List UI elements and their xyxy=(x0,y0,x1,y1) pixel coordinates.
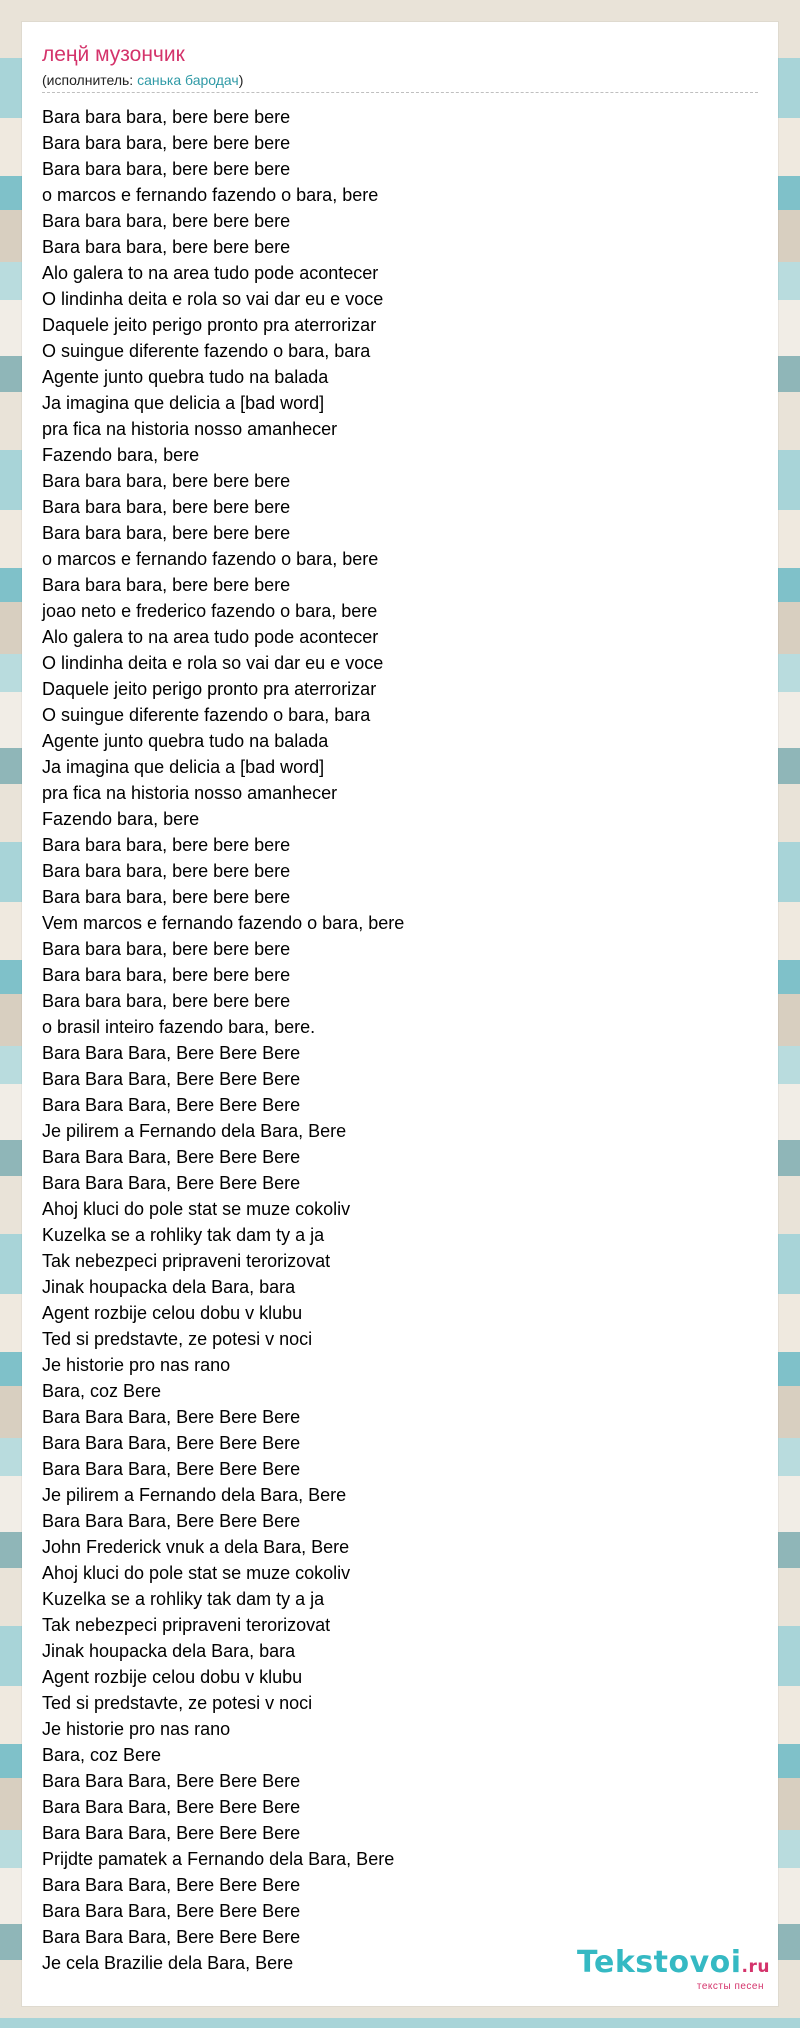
lyric-line: Bara bara bara, bere bere bere xyxy=(42,523,291,543)
lyric-line: Bara Bara Bara, Bere Bere Bere xyxy=(42,1173,301,1193)
lyric-line: Bara bara bara, bere bere bere xyxy=(42,211,291,231)
logo-tld: .ru xyxy=(741,1957,770,1977)
lyric-line: Bara bara bara, bere bere bere xyxy=(42,237,291,257)
lyric-line: O lindinha deita e rola so vai dar eu e voce xyxy=(42,289,384,309)
lyric-line: Bara bara bara, bere bere bere xyxy=(42,133,291,153)
lyric-line: Kuzelka se a rohliky tak dam ty a ja xyxy=(42,1589,325,1609)
lyric-line: Ahoj kluci do pole stat se muze cokoliv xyxy=(42,1563,351,1583)
lyric-line: Bara Bara Bara, Bere Bere Bere xyxy=(42,1823,301,1843)
lyric-line: Je historie pro nas rano xyxy=(42,1719,231,1739)
lyric-line: Bara bara bara, bere bere bere xyxy=(42,835,291,855)
lyric-line: O lindinha deita e rola so vai dar eu e voce xyxy=(42,653,384,673)
lyric-line: joao neto e frederico fazendo o bara, bere xyxy=(42,601,378,621)
lyric-line: Bara bara bara, bere bere bere xyxy=(42,887,291,907)
lyric-line: O suingue diferente fazendo o bara, bara xyxy=(42,705,371,725)
artist-link[interactable]: санька бародач xyxy=(137,72,239,88)
lyric-line: Bara bara bara, bere bere bere xyxy=(42,471,291,491)
song-title: леңй музончик xyxy=(42,43,185,66)
lyric-line: Bara Bara Bara, Bere Bere Bere xyxy=(42,1797,301,1817)
lyric-line: Bara bara bara, bere bere bere xyxy=(42,861,291,881)
lyric-line: Agent rozbije celou dobu v klubu xyxy=(42,1303,303,1323)
lyrics-card xyxy=(22,22,778,2006)
lyric-line: Daquele jeito perigo pronto pra aterrorizar xyxy=(42,679,377,699)
lyric-line: Je historie pro nas rano xyxy=(42,1355,231,1375)
lyric-line: Bara Bara Bara, Bere Bere Bere xyxy=(42,1901,301,1921)
lyric-line: Tak nebezpeci pripraveni terorizovat xyxy=(42,1251,331,1271)
lyric-line: John Frederick vnuk a dela Bara, Bere xyxy=(42,1537,350,1557)
lyric-line: Alo galera to na area tudo pode acontecer xyxy=(42,263,379,283)
site-logo[interactable] xyxy=(577,1947,770,1992)
lyric-line: Bara Bara Bara, Bere Bere Bere xyxy=(42,1771,301,1791)
lyric-line: Daquele jeito perigo pronto pra aterrorizar xyxy=(42,315,377,335)
lyric-line: Jinak houpacka dela Bara, bara xyxy=(42,1641,296,1661)
lyric-line: Bara Bara Bara, Bere Bere Bere xyxy=(42,1095,301,1115)
artist-line xyxy=(42,71,758,93)
lyric-line: Bara bara bara, bere bere bere xyxy=(42,575,291,595)
lyric-line: Bara, coz Bere xyxy=(42,1381,162,1401)
lyric-line: Je pilirem a Fernando dela Bara, Bere xyxy=(42,1121,347,1141)
lyric-line: Je pilirem a Fernando dela Bara, Bere xyxy=(42,1485,347,1505)
lyric-line: Jinak houpacka dela Bara, bara xyxy=(42,1277,296,1297)
lyric-line: Bara Bara Bara, Bere Bere Bere xyxy=(42,1043,301,1063)
lyric-line: Bara Bara Bara, Bere Bere Bere xyxy=(42,1875,301,1895)
lyric-line: Alo galera to na area tudo pode acontecer xyxy=(42,627,379,647)
lyric-line: Agent rozbije celou dobu v klubu xyxy=(42,1667,303,1687)
lyric-line: Ahoj kluci do pole stat se muze cokoliv xyxy=(42,1199,351,1219)
lyric-line: Ted si predstavte, ze potesi v noci xyxy=(42,1693,313,1713)
lyric-line: Bara bara bara, bere bere bere xyxy=(42,991,291,1011)
lyric-line: Bara, coz Bere xyxy=(42,1745,162,1765)
lyrics-text xyxy=(42,104,404,1976)
lyric-line: pra fica na historia nosso amanhecer xyxy=(42,783,338,803)
lyric-line: Agente junto quebra tudo na balada xyxy=(42,731,329,751)
lyric-line: Fazendo bara, bere xyxy=(42,809,200,829)
artist-prefix: (исполнитель: xyxy=(42,72,138,88)
lyric-line: Agente junto quebra tudo na balada xyxy=(42,367,329,387)
lyric-line: Ja imagina que delicia a [bad word] xyxy=(42,757,325,777)
lyric-line: o brasil inteiro fazendo bara, bere. xyxy=(42,1017,316,1037)
lyric-line: Tak nebezpeci pripraveni terorizovat xyxy=(42,1615,331,1635)
logo-name: Tekstovoi xyxy=(577,1945,742,1980)
lyric-line: Bara Bara Bara, Bere Bere Bere xyxy=(42,1927,301,1947)
lyric-line: Bara bara bara, bere bere bere xyxy=(42,939,291,959)
lyric-line: Fazendo bara, bere xyxy=(42,445,200,465)
logo-wordmark xyxy=(577,1947,770,1983)
lyric-line: Bara bara bara, bere bere bere xyxy=(42,965,291,985)
lyric-line: Bara bara bara, bere bere bere xyxy=(42,159,291,179)
lyric-line: Vem marcos e fernando fazendo o bara, bere xyxy=(42,913,405,933)
lyric-line: Bara Bara Bara, Bere Bere Bere xyxy=(42,1069,301,1089)
lyric-line: Bara Bara Bara, Bere Bere Bere xyxy=(42,1511,301,1531)
lyric-line: Ja imagina que delicia a [bad word] xyxy=(42,393,325,413)
lyric-line: o marcos e fernando fazendo o bara, bere xyxy=(42,185,379,205)
lyric-line: Prijdte pamatek a Fernando dela Bara, Bere xyxy=(42,1849,395,1869)
lyric-line: pra fica na historia nosso amanhecer xyxy=(42,419,338,439)
lyric-line: Bara Bara Bara, Bere Bere Bere xyxy=(42,1407,301,1427)
lyric-line: Bara Bara Bara, Bere Bere Bere xyxy=(42,1459,301,1479)
logo-tagline: тексты песен xyxy=(696,1981,764,1992)
lyric-line: Bara Bara Bara, Bere Bere Bere xyxy=(42,1147,301,1167)
lyric-line: Kuzelka se a rohliky tak dam ty a ja xyxy=(42,1225,325,1245)
lyric-line: o marcos e fernando fazendo o bara, bere xyxy=(42,549,379,569)
lyric-line: Bara bara bara, bere bere bere xyxy=(42,107,291,127)
lyric-line: Bara bara bara, bere bere bere xyxy=(42,497,291,517)
lyric-line: Ted si predstavte, ze potesi v noci xyxy=(42,1329,313,1349)
lyric-line: Bara Bara Bara, Bere Bere Bere xyxy=(42,1433,301,1453)
artist-suffix: ) xyxy=(238,72,244,88)
lyric-line: Je cela Brazilie dela Bara, Bere xyxy=(42,1953,294,1973)
lyric-line: O suingue diferente fazendo o bara, bara xyxy=(42,341,371,361)
